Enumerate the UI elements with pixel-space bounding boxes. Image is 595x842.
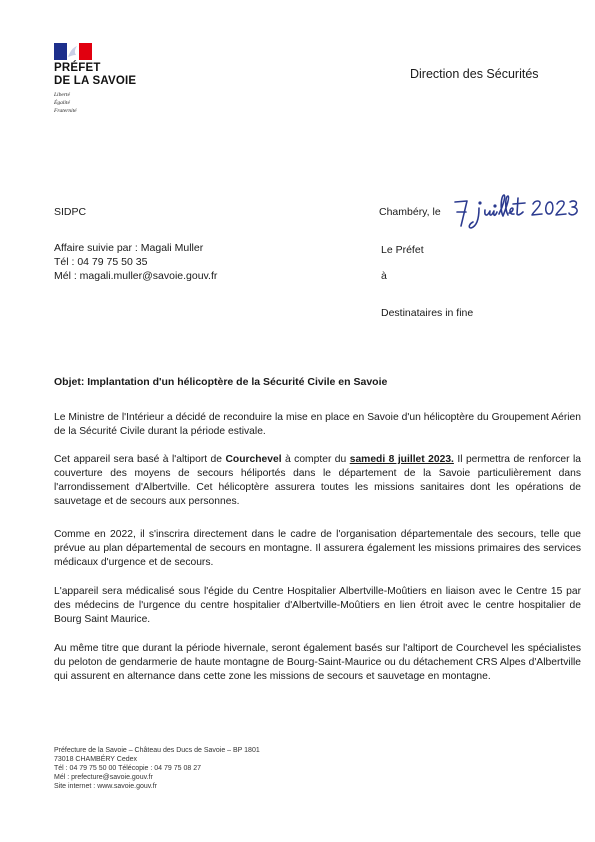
paragraph-5: Au même titre que durant la période hivernale, seront également basés sur l'altiport de Courchevel les spécialistes du peloton de gendarmerie de haute montagne de Bourg-Saint-Maurice ou du détachement CRS Alpes d'Albertville qui assurent en alternance dans cette zone les missions de secours et sauvetage en montagne. xyxy=(54,643,581,682)
footer-city: 73018 CHAMBÉRY Cedex xyxy=(54,756,138,763)
paragraph-2 xyxy=(54,453,581,509)
handwritten-date xyxy=(451,192,589,232)
department-title: DE LA SAVOIE xyxy=(54,75,137,87)
prefet-title: PRÉFET xyxy=(54,62,101,74)
p2-location: Courchevel xyxy=(225,454,282,465)
motto-egalite: Égalité xyxy=(54,100,70,106)
service-code: SIDPC xyxy=(54,206,87,218)
case-handler: Affaire suivie par : Magali Muller xyxy=(54,242,204,254)
paragraph-4: L'appareil sera médicalisé sous l'égide du Centre Hospitalier Albertville-Moûtiers en liaison avec le Centre 15 par des médecins de l'urgence du centre hospitalier d'Albertville-Moûtiers en lien étroit avec le centre hospitalier de Bourg Saint Maurice. xyxy=(54,586,581,625)
letter-subject: Objet: Implantation d'un hélicoptère de la Sécurité Civile en Savoie xyxy=(54,376,388,388)
footer-address: Préfecture de la Savoie – Château des Ducs de Savoie – BP 1801 xyxy=(54,747,260,754)
footer-phone: Tél : 04 79 75 50 00 Télécopie : 04 79 75 08 27 xyxy=(54,765,201,772)
p2-start-date: samedi 8 juillet 2023. xyxy=(349,454,454,465)
recipient-to: à xyxy=(381,270,387,282)
sender-label: Le Préfet xyxy=(381,244,424,256)
contact-email: Mél : magali.muller@savoie.gouv.fr xyxy=(54,270,218,282)
recipients-label: Destinataires in fine xyxy=(381,307,474,319)
contact-phone: Tél : 04 79 75 50 35 xyxy=(54,256,148,268)
marianne-flag-logo xyxy=(54,43,92,60)
paragraph-3: Comme en 2022, il s'inscrira directement dans le cadre de l'organisation départementale des secours, telle que prévue au plan départemental de secours en montagne. Il assurera également les missions primaires des services médicaux d'urgence et de secours. xyxy=(54,529,581,568)
p2-text-e: Il permettra de renforcer la couverture des moyens de secours héliportés dans le département de la Savoie particulièrement dans l'arrondissement d'Albertville. Cet hélicoptère assurera toutes les missions sanitaires dont les opérations de sauvetage et de secours aux personnes. xyxy=(54,454,582,507)
motto-fraternite: Fraternité xyxy=(54,108,77,114)
direction-label: Direction des Sécurités xyxy=(410,67,539,81)
motto-liberte: Liberté xyxy=(54,92,70,98)
place-date-label: Chambéry, le xyxy=(379,206,441,218)
paragraph-1: Le Ministre de l'Intérieur a décidé de reconduire la mise en place en Savoie d'un hélicoptère du Groupement Aérien de la Sécurité Civile durant la période estivale. xyxy=(54,412,581,437)
p2-text-c: à compter du xyxy=(281,454,350,465)
p2-text-a: Cet appareil sera basé à l'altiport de xyxy=(54,454,226,465)
footer-website: Site internet : www.savoie.gouv.fr xyxy=(54,783,157,790)
footer-email: Mél : prefecture@savoie.gouv.fr xyxy=(54,774,153,781)
